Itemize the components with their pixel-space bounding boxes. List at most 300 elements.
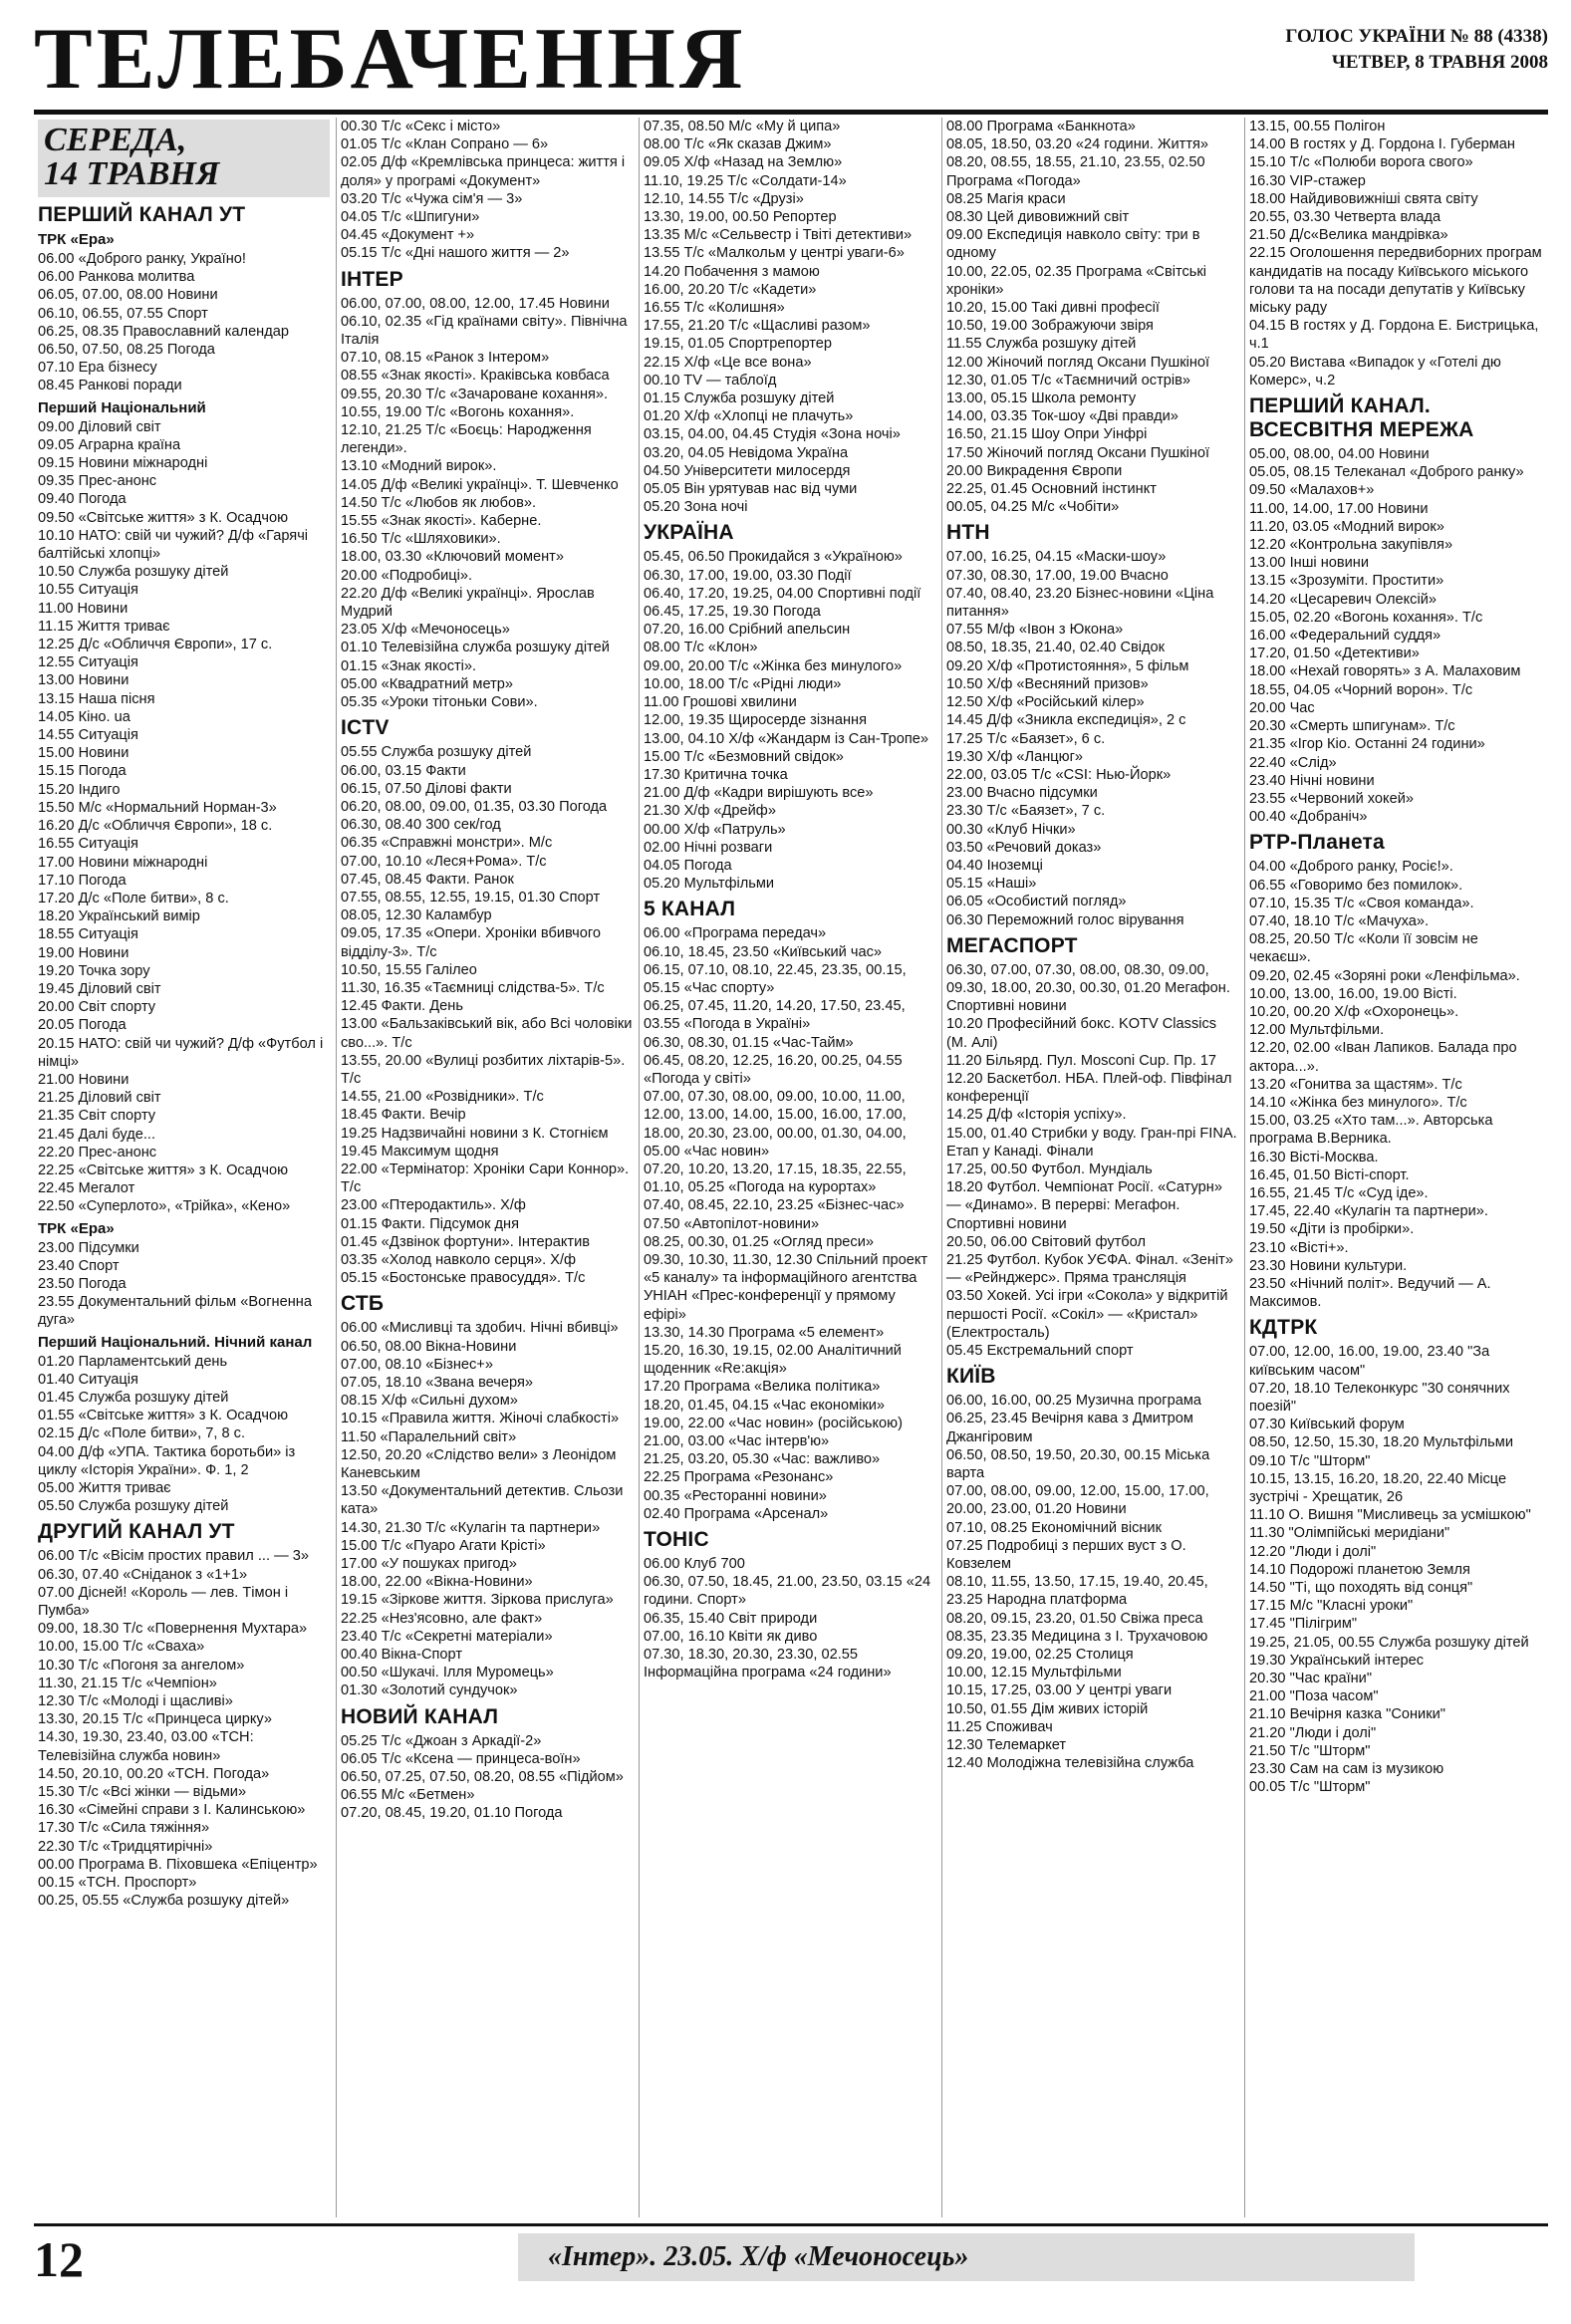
program-entry: 06.30, 07.40 «Сніданок з «1+1» [38,1566,248,1583]
program-entry: 09.00, 18.30 Т/с «Повернення Мухтара» [38,1621,308,1638]
program-entry: 05.20 Мультфільми [644,876,775,893]
program-entry: 13.00 Новини [38,672,130,689]
program-entry: 07.55, 08.55, 12.55, 19.15, 01.30 Спорт [341,889,601,905]
program-entry: 23.50 «Нічний політ». Ведучий — А. Максимов. [1249,1275,1491,1311]
program-entry: 18.45 Факти. Вечір [341,1107,466,1124]
program-entry: 20.00 Викрадення Європи [946,462,1123,479]
program-entry: 11.25 Споживач [946,1718,1053,1735]
program-entry: 22.25 «Нез'ясовно, але факт» [341,1610,543,1627]
column-5 [1245,118,1548,2217]
program-entry: 06.45, 08.20, 12.25, 16.20, 00.25, 04.55 «Погода у світі» [644,1052,903,1087]
program-entry: 01.15 Служба розшуку дітей [644,390,835,407]
program-entry: 06.30, 07.50, 18.45, 21.00, 23.50, 03.15 «24 години. Спорт» [644,1574,931,1609]
program-entry: 13.30, 20.15 Т/с «Принцеса цирку» [38,1711,272,1728]
program-entry: 19.30 Х/ф «Ланцюг» [946,748,1084,765]
program-entry: 17.20, 01.50 «Детективи» [1249,646,1420,662]
footer-rule [34,2223,1548,2226]
program-entry: 00.30 «Клуб Нічки» [946,821,1076,838]
program-entry: 06.00, 03.15 Факти [341,762,466,779]
program-entry: 21.50 Т/с "Шторм" [1249,1742,1371,1759]
footer-promo: «Інтер». 23.05. Х/ф «Мечоносець» [518,2233,1415,2281]
program-entry: 08.00 Програма «Банкнота» [946,119,1136,134]
program-entry: 11.50 «Паралельний світ» [341,1428,517,1445]
program-entry: 21.00 Д/ф «Кадри вирішують все» [644,785,874,802]
program-entry: 07.05, 18.10 «Звана вечеря» [341,1375,533,1391]
program-entry: 21.35 «Ігор Кіо. Останні 24 години» [1249,736,1485,753]
program-entry: 04.50 Університети милосердя [644,462,851,479]
program-entry: 06.25, 08.35 Православний календар [38,323,289,340]
program-entry: 05.00 Життя триває [38,1480,171,1496]
channel-heading: КДТРК [1249,1316,1318,1340]
program-entry: 19.25 Надзвичайні новини з К. Стогнієм [341,1125,609,1142]
program-entry: 22.50 «Суперлото», «Трійка», «Кено» [38,1198,291,1215]
program-entry: 08.15 Х/ф «Сильні духом» [341,1393,518,1410]
program-entry: 01.05 Т/с «Клан Сопрано — 6» [341,136,549,153]
program-entry: 00.10 TV — таблоїд [644,372,777,388]
program-entry: 21.45 Далі буде... [38,1126,156,1143]
program-entry: 06.00 Клуб 700 [644,1556,745,1573]
program-entry: 10.20, 15.00 Такі дивні професії [946,300,1160,317]
program-entry: 04.00 Д/ф «УПА. Тактика боротьби» із циклу «Історія України». Ф. 1, 2 [38,1443,296,1478]
program-entry: 13.10 «Модний вирок». [341,458,497,475]
program-entry: 12.50 Х/ф «Російський кілер» [946,694,1145,711]
program-entry: 11.10, 19.25 Т/с «Солдати-14» [644,172,847,189]
program-entry: 07.20, 08.45, 19.20, 01.10 Погода [341,1805,563,1822]
program-entry: 06.30 Переможний голос вірування [946,911,1184,928]
program-entry: 12.55 Ситуація [38,654,138,671]
program-entry: 09.50 «Малахов+» [1249,482,1375,499]
channel-heading: КИЇВ [946,1365,996,1389]
program-entry: 18.20, 01.45, 04.15 «Час економіки» [644,1397,886,1414]
program-entry: 03.20 Т/с «Чужа сім'я — 3» [341,190,523,207]
program-entry: 16.30 «Сімейні справи з І. Калинською» [38,1802,306,1819]
program-entry: 09.05 Х/ф «Назад на Землю» [644,154,843,171]
program-entry: 18.00, 03.30 «Ключовий момент» [341,549,564,566]
program-entry: 19.15, 01.05 Спортрепортер [644,336,833,353]
program-entry: 06.35, 15.40 Світ природи [644,1610,818,1627]
program-entry: 20.00 Світ спорту [38,999,156,1016]
program-entry: 21.00, 03.00 «Час інтерв'ю» [644,1433,830,1450]
program-entry: 04.05 Погода [644,857,732,874]
program-entry: 09.20, 19.00, 02.25 Столиця [946,1647,1134,1664]
program-entry: 07.40, 08.40, 23.20 Бізнес-новини «Ціна питання» [946,585,1214,621]
program-entry: 10.00, 13.00, 16.00, 19.00 Вісті. [1249,985,1457,1002]
program-entry: 10.00, 12.15 Мультфільми [946,1665,1122,1681]
program-entry: 10.55 Ситуація [38,582,138,599]
program-entry: 11.30, 21.15 Т/с «Чемпіон» [38,1675,217,1691]
program-entry: 11.30 "Олімпійські меридіани" [1249,1525,1450,1542]
program-entry: 06.15, 07.10, 08.10, 22.45, 23.35, 00.15, 05.15 «Час спорту» [644,961,907,996]
program-entry: 12.20 Баскетбол. НБА. Плей-оф. Півфінал конференції [946,1070,1232,1106]
program-entry: 13.55 Т/с «Малкольм у центрі уваги-6» [644,245,905,262]
program-entry: 12.00 Жіночий погляд Оксани Пушкіної [946,354,1210,371]
program-entry: 19.15 «Зіркове життя. Зіркова прислуга» [341,1592,614,1609]
program-entry: 12.00 Мультфільми. [1249,1022,1385,1039]
program-entry: 06.45, 17.25, 19.30 Погода [644,604,821,621]
program-entry: 08.55 «Знак якості». Краківська ковбаса [341,368,610,385]
program-entry: 10.00, 18.00 Т/с «Рідні люди» [644,675,842,692]
program-entry: 06.30, 08.30, 01.15 «Час-Тайм» [644,1034,854,1051]
channel-heading: ДРУГИЙ КАНАЛ УТ [38,1520,235,1544]
program-entry: 13.35 М/с «Сельвестр і Твіті детективи» [644,227,913,244]
program-entry: 23.40 Нічні новини [1249,772,1375,789]
program-entry: 00.15 «ТСН. Проспорт» [38,1875,197,1892]
program-entry: 19.00 Новини [38,944,130,961]
program-entry: 10.15 «Правила життя. Жіночі слабкості» [341,1411,620,1427]
program-entry: 14.00, 03.35 Ток-шоу «Дві правди» [946,408,1178,425]
program-entry: 17.10 Погода [38,872,127,889]
program-entry: 06.05 «Особистий погляд» [946,894,1127,910]
program-entry: 22.00, 03.05 Т/с «CSI: Нью-Йорк» [946,766,1172,783]
program-entry: 03.50 «Речовий доказ» [946,839,1102,856]
program-entry: 16.20 Д/с «Обличчя Європи», 18 с. [38,818,273,835]
program-entry: 06.10, 06.55, 07.55 Спорт [38,305,208,322]
masthead [34,11,1548,108]
program-entry: 12.50, 20.20 «Слідство вели» з Леонідом Каневським [341,1446,617,1482]
program-entry: 11.20 Більярд. Пул. Mosconi Cup. Пр. 17 [946,1052,1217,1069]
program-entry: 21.25 Футбол. Кубок УЄФА. Фінал. «Зеніт» — «Рейнджерс». Пряма трансляція [946,1251,1233,1287]
program-entry: 21.20 "Люди і долі" [1249,1724,1377,1741]
program-entry: 16.55 Ситуація [38,836,138,853]
program-entry: 17.00 «У пошуках пригод» [341,1556,517,1573]
program-entry: 09.35 Прес-анонс [38,473,157,490]
program-entry: 20.30 «Смерть шпигунам». Т/с [1249,718,1455,735]
program-entry: 12.30, 01.05 Т/с «Таємничий острів» [946,372,1190,388]
program-entry: 16.55, 21.45 Т/с «Суд іде». [1249,1184,1429,1201]
program-entry: 12.25 Д/с «Обличчя Європи», 17 с. [38,637,273,653]
program-entry: 17.45, 22.40 «Кулагін та партнери». [1249,1203,1488,1220]
column-1 [34,118,337,2217]
program-entry: 07.00, 16.10 Квіти як диво [644,1628,818,1645]
channel-heading: РТР-Планета [1249,831,1385,855]
issue-date: ЧЕТВЕР, 8 ТРАВНЯ 2008 [1331,52,1548,73]
program-entry: 03.15, 04.00, 04.45 Студія «Зона ночі» [644,426,901,443]
program-entry: 11.10 О. Вишня "Мисливець за усмішкою" [1249,1507,1531,1524]
program-entry: 16.00 «Федеральний суддя» [1249,628,1441,645]
program-entry: 06.50, 07.25, 07.50, 08.20, 08.55 «Підйом» [341,1769,624,1786]
program-entry: 22.40 «Слід» [1249,754,1337,771]
program-entry: 07.20, 18.10 Телеконкурс "30 сонячних поезій" [1249,1380,1510,1415]
program-entry: 05.50 Служба розшуку дітей [38,1498,229,1515]
program-entry: 23.40 Спорт [38,1257,120,1274]
program-entry: 15.20, 16.30, 19.15, 02.00 Аналітичний щоденник «Re:акція» [644,1343,902,1378]
program-entry: 02.05 Д/ф «Кремлівська принцеса: життя і доля» у програмі «Документ» [341,154,626,189]
program-entry: 07.20, 10.20, 13.20, 17.15, 18.35, 22.55, 01.10, 05.25 «Погода на курортах» [644,1161,907,1196]
program-entry: 20.00 Час [1249,699,1315,716]
program-entry: 23.55 «Червоний хокей» [1249,790,1414,807]
program-entry: 09.00, 20.00 Т/с «Жінка без минулого» [644,657,903,674]
channel-subheading: ТРК «Ера» [38,1219,115,1237]
program-entry: 14.25 Д/ф «Історія успіху». [946,1107,1127,1124]
program-entry: 07.30, 08.30, 17.00, 19.00 Вчасно [946,567,1169,584]
program-entry: 06.25, 07.45, 11.20, 14.20, 17.50, 23.45, 03.55 «Погода в Україні» [644,998,906,1033]
program-entry: 08.50, 18.35, 21.40, 02.40 Свідок [946,640,1166,656]
program-entry: 05.15 Т/с «Дні нашого життя — 2» [341,245,570,262]
program-entry: 08.25 Магія краси [946,190,1066,207]
channel-heading: ПЕРШИЙ КАНАЛ. ВСЕСВІТНЯ МЕРЕЖА [1249,394,1474,442]
program-entry: 22.45 Мегалот [38,1180,135,1197]
program-entry: 07.10, 15.35 Т/с «Своя команда». [1249,895,1474,911]
program-entry: 20.05 Погода [38,1017,127,1034]
program-entry: 10.00, 15.00 Т/с «Сваха» [38,1639,205,1656]
program-entry: 15.15 Погода [38,763,127,780]
program-entry: 12.45 Факти. День [341,998,463,1015]
program-entry: 03.50 Хокей. Усі ігри «Сокола» у відкритій першості Росії. «Сокіл» — «Кристал» (Електросталь) [946,1288,1228,1341]
program-entry: 09.40 Погода [38,491,127,508]
program-entry: 17.00 Новини міжнародні [38,854,208,871]
channel-heading: НТН [946,521,990,545]
program-entry: 06.00 «Доброго ранку, Україно! [38,251,246,267]
program-entry: 12.20 "Люди і долі" [1249,1543,1377,1560]
program-entry: 05.05 Він урятував нас від чуми [644,481,858,498]
program-entry: 16.55 Т/с «Колишня» [644,300,785,317]
program-entry: 17.30 Критична точка [644,766,788,783]
program-entry: 09.10 Т/с "Шторм" [1249,1452,1371,1469]
channel-subheading: ТРК «Ера» [38,231,115,248]
program-entry: 06.20, 08.00, 09.00, 01.35, 03.30 Погода [341,798,608,815]
program-entry: 09.55, 20.30 Т/с «Зачароване кохання». [341,386,609,402]
channel-heading: ТОНІС [644,1528,709,1552]
program-entry: 06.00 «Програма передач» [644,925,827,942]
program-entry: 09.20 Х/ф «Протистояння», 5 фільм [946,657,1189,674]
program-entry: 22.25, 01.45 Основний інстинкт [946,481,1157,498]
program-entry: 13.15 «Зрозуміти. Простити» [1249,573,1444,590]
program-entry: 06.05, 07.00, 08.00 Новини [38,287,218,304]
channel-heading: СТБ [341,1292,385,1316]
program-entry: 22.20 Д/ф «Великі українці». Ярослав Мудрий [341,585,595,621]
program-entry: 05.15 «Наші» [946,876,1037,893]
program-entry: 22.25 Програма «Резонанс» [644,1469,834,1486]
program-entry: 09.50 «Світське життя» з К. Осадчою [38,509,289,526]
program-entry: 07.00, 16.25, 04.15 «Маски-шоу» [946,549,1167,566]
program-entry: 23.30 Сам на сам із музикою [1249,1761,1444,1778]
program-entry: 12.20 «Контрольна закупівля» [1249,537,1453,554]
program-entry: 00.40 Вікна-Спорт [341,1647,463,1664]
program-entry: 13.30, 19.00, 00.50 Репортер [644,209,837,226]
program-entry: 05.35 «Уроки тітоньки Сови». [341,694,538,711]
program-entry: 02.15 Д/с «Поле битви», 7, 8 с. [38,1425,246,1442]
program-entry: 13.00 «Бальзаківський вік, або Всі чоловіки сво...». Т/с [341,1016,633,1051]
program-entry: 10.10 НАТО: свій чи чужий? Д/ф «Гарячі балтійські хлопці» [38,527,309,563]
program-entry: 20.55, 03.30 Четверта влада [1249,209,1441,226]
column-3 [640,118,942,2217]
program-entry: 06.30, 08.40 300 сек/год [341,817,501,834]
program-entry: 07.30 Київський форум [1249,1417,1405,1433]
program-entry: 08.25, 20.50 Т/с «Коли її зовсім не чекаєш». [1249,931,1478,966]
channel-subheading: Перший Національний. Нічний канал [38,1333,313,1351]
program-entry: 10.30 Т/с «Погоня за ангелом» [38,1657,245,1674]
program-entry: 08.35, 23.35 Медицина з І. Трухачовою [946,1628,1208,1645]
program-entry: 08.25, 00.30, 01.25 «Огляд преси» [644,1233,874,1250]
program-entry: 20.50, 06.00 Світовий футбол [946,1233,1146,1250]
header-rule [34,110,1548,115]
program-entry: 14.55 Ситуація [38,727,138,744]
program-entry: 02.00 Нічні розваги [644,839,773,856]
program-entry: 08.10, 11.55, 13.50, 17.15, 19.40, 20.45, 23.25 Народна платформа [946,1574,1208,1609]
program-entry: 05.55 Служба розшуку дітей [341,744,532,761]
program-entry: 06.30, 17.00, 19.00, 03.30 Події [644,567,852,584]
program-entry: 14.10 Подорожі планетою Земля [1249,1561,1470,1578]
program-entry: 06.50, 08.00 Вікна-Новини [341,1338,517,1355]
program-entry: 14.55, 21.00 «Розвідники». Т/с [341,1089,544,1106]
program-entry: 21.50 Д/с«Велика мандрівка» [1249,227,1448,244]
program-entry: 07.40, 18.10 Т/с «Мачуха». [1249,912,1430,929]
program-entry: 19.00, 22.00 «Час новин» (російською) [644,1415,903,1431]
program-entry: 21.35 Світ спорту [38,1108,156,1125]
program-entry: 01.30 «Золотий сундучок» [341,1682,518,1699]
program-entry: 01.45 «Дзвінок фортуни». Інтерактив [341,1233,590,1250]
program-entry: 10.00, 22.05, 02.35 Програма «Світські хроніки» [946,263,1207,298]
program-entry: 23.30 Т/с «Баязет», 7 с. [946,803,1106,820]
program-entry: 10.50 Х/ф «Весняний призов» [946,675,1149,692]
program-entry: 15.00, 03.25 «Хто там...». Авторська програма В.Верника. [1249,1113,1493,1148]
program-entry: 21.10 Вечірня казка "Соники" [1249,1706,1445,1723]
program-entry: 19.45 Максимум щодня [341,1143,499,1160]
program-entry: 07.55 М/ф «Івон з Юкона» [946,622,1124,639]
program-entry: 06.05 Т/с «Ксена — принцеса-воїн» [341,1750,581,1767]
program-entry: 15.20 Індиго [38,781,121,798]
program-entry: 14.30, 21.30 Т/с «Кулагін та партнери» [341,1519,601,1536]
channel-heading: ПЕРШИЙ КАНАЛ УТ [38,203,246,226]
program-entry: 05.25 Т/с «Джоан з Аркадії-2» [341,1732,542,1749]
program-entry: 05.20 Вистава «Випадок у «Готелі дю Комерс», ч.2 [1249,354,1501,388]
program-entry: 08.45 Ранкові поради [38,378,182,394]
program-entry: 07.45, 08.45 Факти. Ранок [341,871,514,888]
program-entry: 21.25 Діловий світ [38,1090,161,1107]
program-entry: 07.00, 08.10 «Бізнес+» [341,1356,493,1373]
program-entry: 23.00 «Птеродактиль». Х/ф [341,1197,526,1214]
program-entry: 08.20, 08.55, 18.55, 21.10, 23.55, 02.50 Програма «Погода» [946,154,1205,189]
program-entry: 07.00, 07.30, 08.00, 09.00, 10.00, 11.00, 12.00, 13.00, 14.00, 15.00, 16.00, 17.00, 18.00, 20.30, 23.00, 00.00, 01.30, 04.00, 05.00 «Час новин» [644,1089,907,1160]
program-entry: 10.20 Професійний бокс. KOTV Classics (М. Алі) [946,1016,1217,1051]
program-entry: 10.55, 19.00 Т/с «Вогонь кохання». [341,403,575,420]
program-entry: 08.00 Т/с «Як сказав Джим» [644,136,832,153]
program-entry: 09.05 Аграрна країна [38,436,181,453]
program-entry: 11.30, 16.35 «Таємниці слідства-5». Т/с [341,979,605,996]
program-entry: 01.20 Парламентський день [38,1353,228,1370]
program-entry: 07.10, 08.25 Економічний вісник [946,1519,1162,1536]
program-entry: 01.45 Служба розшуку дітей [38,1389,229,1406]
program-entry: 08.20, 09.15, 23.20, 01.50 Свіжа преса [946,1610,1203,1627]
program-entry: 08.50, 12.50, 15.30, 18.20 Мультфільми [1249,1434,1513,1451]
program-entry: 21.00 "Поза часом" [1249,1688,1379,1705]
program-entry: 13.00, 04.10 Х/ф «Жандарм із Сан-Тропе» [644,730,929,747]
channel-heading: ICTV [341,716,390,740]
program-entry: 14.50, 20.10, 00.20 «ТСН. Погода» [38,1765,270,1782]
program-entry: 08.00 Т/с «Клон» [644,640,758,656]
program-entry: 17.55, 21.20 Т/с «Щасливі разом» [644,318,871,335]
program-entry: 13.15 Наша пісня [38,690,155,707]
program-entry: 15.50 М/с «Нормальний Норман-3» [38,799,277,816]
program-entry: 14.05 Д/ф «Великі українці». Т. Шевченко [341,476,619,493]
column-2 [337,118,640,2217]
program-entry: 06.30, 07.00, 07.30, 08.00, 08.30, 09.00, 09.30, 18.00, 20.30, 00.30, 01.20 Мегафон. Спортивні новини [946,961,1230,1015]
tv-listings [34,118,1548,2217]
program-entry: 17.25, 00.50 Футбол. Мундіаль [946,1161,1153,1177]
program-entry: 14.20 Побачення з мамою [644,263,820,280]
program-entry: 19.45 Діловий світ [38,980,161,997]
program-entry: 23.00 Підсумки [38,1239,139,1256]
program-entry: 06.40, 17.20, 19.25, 04.00 Спортивні події [644,585,921,602]
program-entry: 15.55 «Знак якості». Каберне. [341,513,542,530]
program-entry: 18.00 «Нехай говорять» з А. Малаховим [1249,663,1521,680]
program-entry: 03.35 «Холод навколо серця». Х/ф [341,1251,577,1268]
program-entry: 07.00 Дісней! «Король — лев. Тімон і Пумба» [38,1584,289,1620]
program-entry: 09.15 Новини міжнародні [38,455,208,472]
program-entry: 05.45, 06.50 Прокидайся з «Україною» [644,549,903,566]
program-entry: 06.35 «Справжні монстри». М/с [341,835,553,852]
program-entry: 22.30 Т/с «Тридцятирічні» [38,1838,213,1855]
program-entry: 23.10 «Вісті+». [1249,1239,1349,1256]
program-entry: 07.25 Подробиці з перших вуст з О. Ковзелем [946,1537,1186,1573]
program-entry: 17.45 "Пілігрим" [1249,1616,1358,1633]
program-entry: 16.50, 21.15 Шоу Опри Уінфрі [946,426,1148,443]
program-entry: 16.45, 01.50 Вісті-спорт. [1249,1166,1410,1183]
program-entry: 01.15 Факти. Підсумок дня [341,1215,520,1232]
program-entry: 19.50 «Діти із пробірки». [1249,1221,1415,1238]
program-entry: 15.00 Т/с «Безмовний свідок» [644,748,844,765]
program-entry: 10.20, 00.20 Х/ф «Охоронець». [1249,1003,1459,1020]
program-entry: 22.15 Оголошення передвиборних програм кандидатів на посаду Київського міського голови та на посади депутатів у Київську міську раду [1249,245,1542,317]
program-entry: 08.30 Цей дивовижний світ [946,209,1130,226]
program-entry: 13.50 «Документальний детектив. Сльози ката» [341,1483,624,1518]
program-entry: 11.00, 14.00, 17.00 Новини [1249,500,1429,517]
channel-heading: МЕГАСПОРТ [946,933,1078,957]
program-entry: 07.10, 08.15 «Ранок з Інтером» [341,350,550,367]
program-entry: 22.00 «Термінатор: Хроніки Сари Коннор». Т/с [341,1161,630,1196]
program-entry: 13.00 Інші новини [1249,555,1369,572]
program-entry: 15.10 Т/с «Полюби ворога свого» [1249,154,1473,171]
program-entry: 16.30 VIP-стажер [1249,172,1366,189]
program-entry: 19.20 Точка зору [38,962,150,979]
program-entry: 21.25, 03.20, 05.30 «Час: важливо» [644,1451,881,1468]
program-entry: 05.15 «Бостонське правосуддя». Т/с [341,1270,586,1287]
program-entry: 13.00, 05.15 Школа ремонту [946,390,1137,407]
program-entry: 07.30, 18.30, 20.30, 23.30, 02.55 Інформаційна програма «24 години» [644,1647,892,1681]
program-entry: 05.00 «Квадратний метр» [341,675,514,692]
program-entry: 10.50, 19.00 Зображуючи звіря [946,318,1154,335]
program-entry: 01.20 Х/ф «Хлопці не плачуть» [644,408,854,425]
program-entry: 13.15, 00.55 Полігон [1249,119,1386,134]
program-entry: 06.00 Т/с «Вісім простих правил ... — 3» [38,1548,309,1565]
program-entry: 07.40, 08.45, 22.10, 23.25 «Бізнес-час» [644,1197,905,1214]
program-entry: 01.40 Ситуація [38,1371,138,1388]
program-entry: 03.20, 04.05 Невідома Україна [644,444,849,461]
program-entry: 23.05 Х/ф «Мечоносець» [341,622,510,639]
channel-heading: НОВИЙ КАНАЛ [341,1704,499,1728]
program-entry: 23.50 Погода [38,1275,127,1292]
program-entry: 07.20, 16.00 Срібний апельсин [644,622,851,639]
program-entry: 00.30 Т/с «Секс і місто» [341,119,501,134]
program-entry: 19.30 Український інтерес [1249,1652,1425,1669]
program-entry: 15.05, 02.20 «Вогонь кохання». Т/с [1249,609,1483,626]
program-entry: 17.20 Д/с «Поле битви», 8 с. [38,890,229,906]
program-entry: 23.40 Т/с «Секретні матеріали» [341,1628,553,1645]
program-entry: 16.00, 20.20 Т/с «Кадети» [644,281,817,298]
program-entry: 14.10 «Жінка без минулого». Т/с [1249,1094,1467,1111]
program-entry: 17.30 Т/с «Сила тяжіння» [38,1820,210,1837]
program-entry: 23.00 Вчасно підсумки [946,785,1098,802]
program-entry: 04.05 Т/с «Шпигуни» [341,209,480,226]
program-entry: 10.50 Служба розшуку дітей [38,564,229,581]
program-entry: 06.50, 07.50, 08.25 Погода [38,342,215,359]
program-entry: 21.00 Новини [38,1071,130,1088]
program-entry: 01.15 «Знак якості». [341,657,477,674]
program-entry: 05.00, 08.00, 04.00 Новини [1249,446,1430,463]
channel-heading: 5 КАНАЛ [644,898,736,921]
program-entry: 02.40 Програма «Арсенал» [644,1505,829,1522]
program-entry: 06.10, 02.35 «Гід країнами світу». Північна Італія [341,313,628,349]
